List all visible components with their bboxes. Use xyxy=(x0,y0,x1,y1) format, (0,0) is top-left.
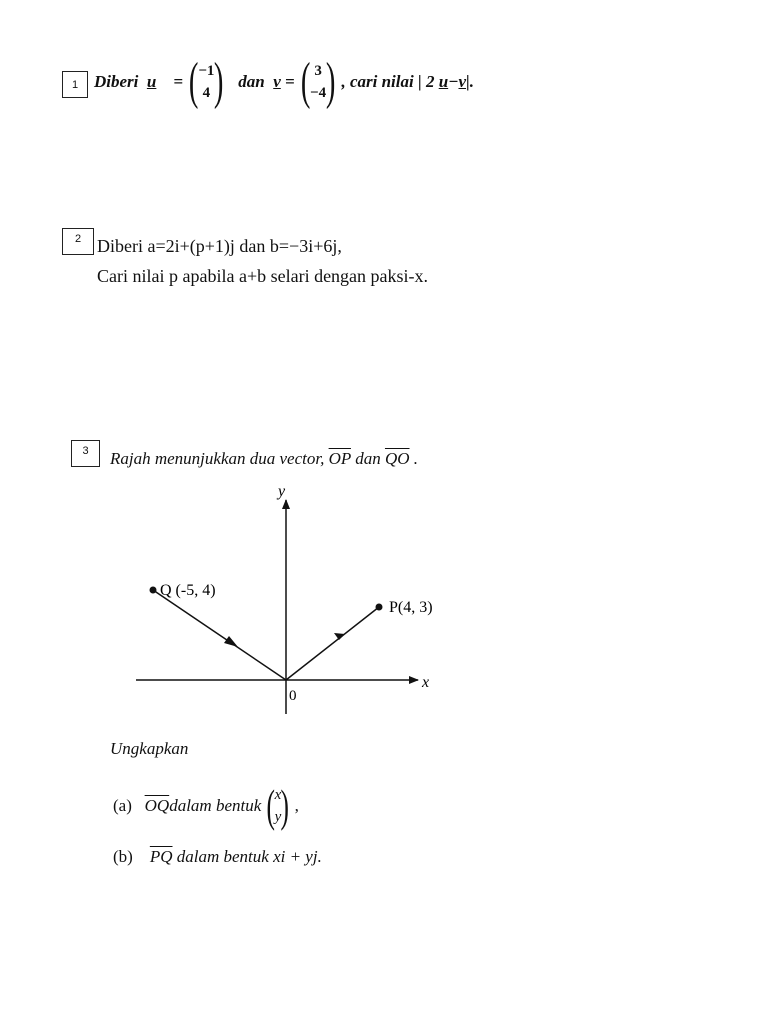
op-direction-arrow xyxy=(334,633,345,640)
sub-b-vector: $\overline{PQ}$ xyxy=(149,847,173,866)
q1-tail-u: u xyxy=(438,72,449,91)
point-p-label: P(4, 3) xyxy=(389,599,433,616)
sub-a-vector: $\overline{OQ}$ xyxy=(144,796,170,815)
sub-a-top: x xyxy=(274,787,282,803)
point-q-dot xyxy=(150,587,157,594)
sub-b-text: dalam bentuk xi + yj. xyxy=(176,847,322,866)
q1-equals: = xyxy=(173,72,184,91)
q2-line-1: Diberi a=2i+(p+1)j dan b=−3i+6j, xyxy=(97,236,342,256)
q1-u-label: u xyxy=(146,72,157,91)
q3-qo: $\overline{QO}$ xyxy=(384,449,410,468)
question-number-3: 3 xyxy=(71,440,100,467)
q1-v-top: 3 xyxy=(314,63,322,79)
q1-tail-end: |. xyxy=(466,72,475,91)
origin-label: 0 xyxy=(289,688,297,704)
sub-a-bottom: y xyxy=(274,809,282,825)
point-q-label: Q (-5, 4) xyxy=(160,582,216,599)
qo-direction-arrow xyxy=(224,636,238,647)
question-number-1: 1 xyxy=(62,71,88,98)
q3-title-a: Rajah menunjukkan dua vector, xyxy=(110,449,329,468)
q2-line-2: Cari nilai p apabila a+b selari dengan paksi-x. xyxy=(97,266,429,286)
q1-u-matrix: ( −1 4 ) xyxy=(188,53,224,110)
q1-given: Diberi xyxy=(94,72,139,91)
sub-a-matrix: ( x y ) xyxy=(266,780,290,831)
q1-u-top: −1 xyxy=(198,63,215,79)
sub-a-end: , xyxy=(294,796,299,815)
q1-tail-v: v xyxy=(458,72,467,91)
x-axis-label: x xyxy=(422,674,430,691)
q1-v-label: v xyxy=(273,72,281,91)
q1-tail-a: , cari nilai | 2 xyxy=(341,72,435,91)
sub-a-text: dalam bentuk xyxy=(169,796,262,815)
sub-a-label: (a) xyxy=(113,796,132,815)
q3-op: $\overline{OP}$ xyxy=(328,449,351,468)
q1-v-matrix: ( 3 −4 ) xyxy=(300,53,336,110)
vector-op xyxy=(286,607,379,680)
y-axis-label: y xyxy=(278,483,286,500)
q1-dan: dan xyxy=(238,72,265,91)
q1-equals-2: = xyxy=(285,72,295,91)
sub-question-a xyxy=(113,780,299,831)
q1-u-bottom: 4 xyxy=(202,85,211,101)
sub-question-b xyxy=(113,847,322,867)
point-p-dot xyxy=(376,604,383,611)
vector-qo xyxy=(153,590,286,680)
sub-b-label: (b) xyxy=(113,847,133,866)
question-number-2: 2 xyxy=(62,228,94,255)
ungkapkan-label: Ungkapkan xyxy=(110,739,189,758)
q1-tail-minus: − xyxy=(448,72,459,91)
q3-dan: dan xyxy=(350,449,385,468)
q1-v-bottom: −4 xyxy=(310,85,327,101)
q3-title-end: . xyxy=(409,449,419,468)
